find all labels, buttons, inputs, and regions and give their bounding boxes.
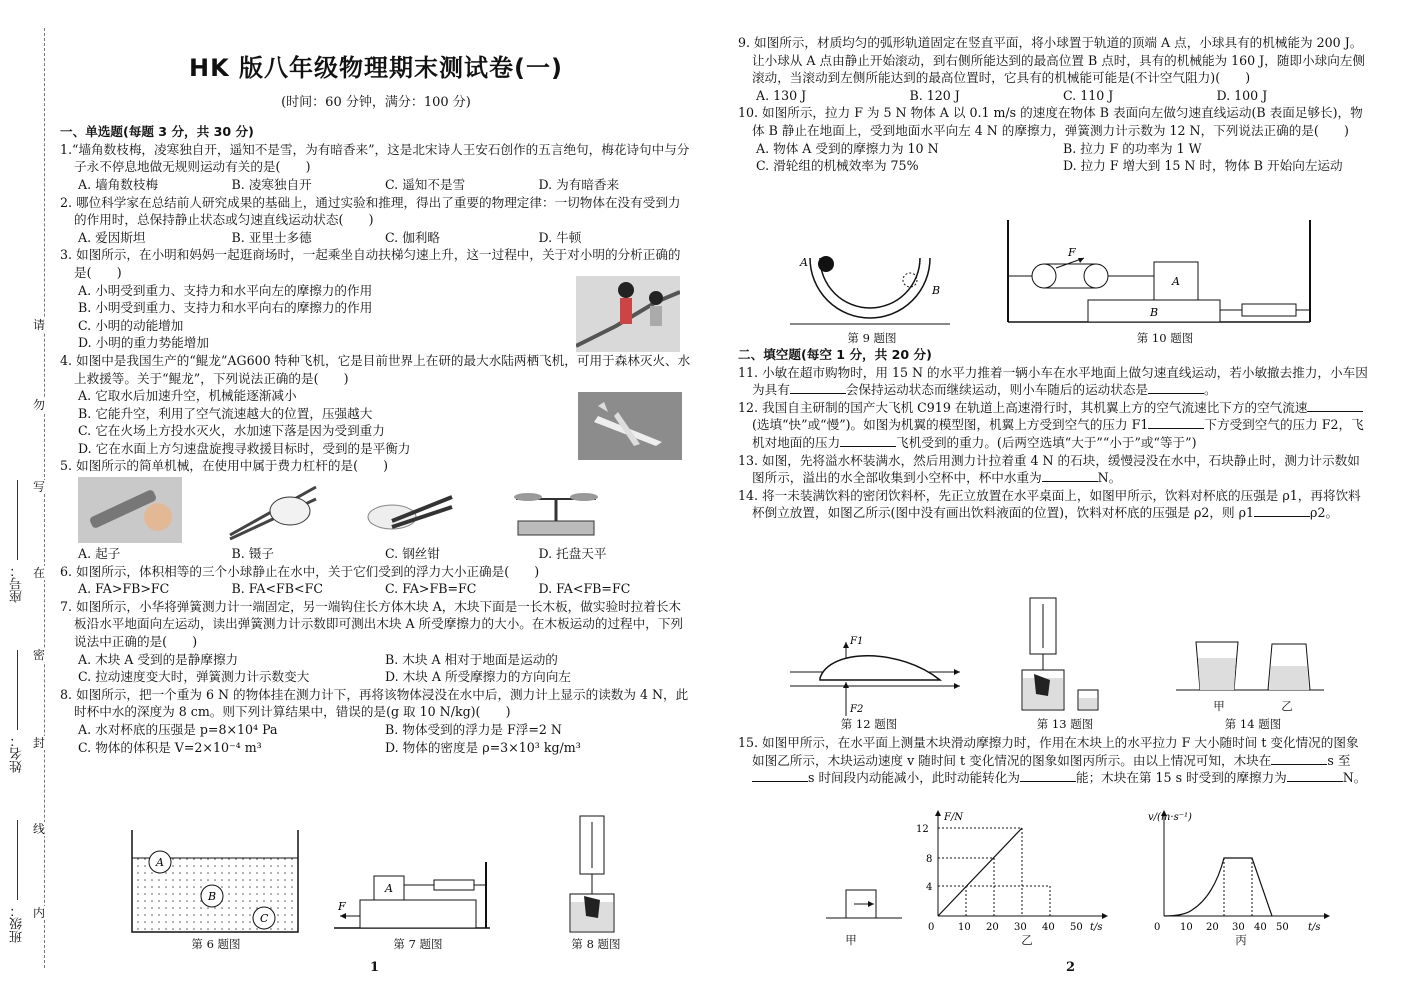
option[interactable]: C. 伽利略 bbox=[385, 229, 440, 245]
option[interactable]: A. 它取水后加速升空，机械能逐渐减小 bbox=[78, 388, 297, 404]
figure-caption: 第 14 题图 bbox=[1224, 717, 1282, 731]
option[interactable]: D. 托盘天平 bbox=[538, 546, 607, 562]
tick-label: 0 bbox=[1154, 922, 1161, 933]
question-5: 5. 如图所示的简单机械，在使用中属于费力杠杆的是( ) A. 起子 B. 镊子 C. 钢丝钳 D. 托盘天平 bbox=[60, 457, 692, 562]
point-label: B bbox=[932, 284, 941, 297]
graph-f-t bbox=[914, 806, 1110, 940]
block-label: B bbox=[1150, 306, 1159, 319]
question-7: 7. 如图所示，小华将弹簧测力计一端固定，另一端钩住长方体木块 A，木块下面是一长木板，做实验时拉着长木板沿水平地面向左运动，读出弹簧测力计示数即可测出木块 A 所受摩擦力的大小。在木板运动的过程中，下列说法中正确的是( ) A. 木块 A 受到的是静摩擦力 B. 木块 A 相对于地面是运动的 C. 拉动速度变大时，弹簧测力计示数变大 D. 木块 A 所受摩擦力的方向向左 bbox=[60, 598, 692, 686]
option[interactable]: A. 物体 A 受到的摩擦力为 10 N bbox=[756, 140, 939, 156]
force-label: F2 bbox=[850, 704, 864, 715]
ball-label: B bbox=[208, 890, 217, 903]
seal-char: 勿 bbox=[33, 398, 46, 412]
axis-label: F/N bbox=[944, 812, 964, 823]
question-2: 2. 哪位科学家在总结前人研究成果的基础上，通过实验和推理，得出了重要的物理定律：一切物体在没有受到力的作用时，总保持静止状态或匀速直线运动状态( ) A. 爱因斯坦 B. 亚里士多德 C. 伽利略 D. 牛顿 bbox=[60, 194, 692, 247]
option[interactable]: C. 拉动速度变大时，弹簧测力计示数变大 bbox=[78, 669, 310, 685]
figure-9 bbox=[790, 244, 950, 328]
option[interactable]: A. 130 J bbox=[756, 87, 807, 103]
figure-caption: 第 6 题图 bbox=[191, 937, 241, 951]
option[interactable]: C. 它在火场上方投水灭火，水加速下落是因为受到重力 bbox=[78, 423, 385, 439]
option[interactable]: A. 小明受到重力、支持力和水平向左的摩擦力的作用 bbox=[78, 282, 373, 298]
aircraft-photo bbox=[578, 392, 682, 460]
question-11: 11. 小敏在超市购物时，用 15 N 的水平力推着一辆小车在水平地面上做匀速直线运动，若小敏撤去推力，小车因为具有 会保持运动状态而继续运动，则小车随后的运动状态是 。 bbox=[738, 364, 1368, 398]
question-15-wrap bbox=[738, 734, 1370, 787]
force-label: F1 bbox=[850, 636, 864, 647]
question-4: 4. 如图中是我国生产的“鲲龙”AG600 特种飞机，它是目前世界上在研的最大水陆两栖飞机，可用于森林灭火、水上救援等。关于“鲲龙”，下列说法正确的是( ) A. 它取水后加速升空，机械能逐渐减小 B. 它能升空，利用了空气流速越大的位置，压强越大 C. 它在火场上方投水灭火，水加速下落是因为受到重力 D. 它在水面上方匀速盘旋搜寻救援目标时，受到的是平衡力 bbox=[60, 352, 692, 458]
option[interactable]: D. 牛顿 bbox=[538, 229, 582, 245]
question-12: 12. 我国自主研制的国产大飞机 C919 在轨道上高速滑行时，其机翼上方的空气流速比下方的空气流速(选填“快”或“慢”)。如图为机翼的模型图，机翼上方受到空气的压力 F1 下方受到空气的压力 F2，飞机对地面的压力 飞机受到的重力。(后两空选填“大于”“小于”或“等于”) bbox=[738, 399, 1364, 450]
option[interactable]: A. 墙角数枝梅 bbox=[78, 176, 159, 192]
option[interactable]: B. 拉力 F 的功率为 1 W bbox=[1063, 140, 1202, 156]
question-8: 8. 如图所示，把一个重为 6 N 的物体挂在测力计下，再将该物体浸没在水中后，测力计上显示的读数为 4 N，此时杯中水的深度为 8 cm。则下列计算结果中，错误的是(g 取 10 N/kg)( ) A. 水对杯底的压强是 p=8×10⁴ Pa B. 物体受到的浮力是 F浮=2 N C. 物体的体积是 V=2×10⁻⁴ m³ D. 物体的密度是 ρ=3×10³ kg/m³ bbox=[60, 686, 692, 756]
seat-field[interactable]: 座号： bbox=[8, 480, 27, 603]
axis-label: t/s bbox=[1090, 922, 1103, 933]
ball-label: C bbox=[260, 912, 269, 925]
option[interactable]: A. 起子 bbox=[78, 546, 121, 562]
option[interactable]: D. 拉力 F 增大到 15 N 时，物体 B 开始向左运动 bbox=[1063, 158, 1343, 174]
class-field[interactable]: 班级： bbox=[8, 820, 27, 943]
tick-label: 8 bbox=[926, 854, 933, 865]
pliers-image bbox=[362, 477, 466, 543]
tick-label: 30 bbox=[1014, 922, 1027, 933]
figure-10 bbox=[1004, 216, 1318, 328]
escalator-photo bbox=[576, 276, 680, 352]
tick-label: 50 bbox=[1276, 922, 1289, 933]
figure-caption: 第 12 题图 bbox=[840, 717, 898, 731]
seal-char: 封 bbox=[33, 736, 46, 750]
tick-label: 12 bbox=[916, 824, 929, 835]
question-6: 6. 如图所示，体积相等的三个小球静止在水中，关于它们受到的浮力大小正确是( ) A. FA>FB>FC B. FA<FB<FC C. FA>FB=FC D. FA<FB=FC bbox=[60, 563, 692, 598]
option[interactable]: D. 物体的密度是 ρ=3×10³ kg/m³ bbox=[385, 739, 581, 755]
tick-label: 30 bbox=[1232, 922, 1245, 933]
option[interactable]: B. 它能升空，利用了空气流速越大的位置，压强越大 bbox=[78, 405, 373, 421]
option[interactable]: C. 小明的动能增加 bbox=[78, 317, 184, 333]
exam-title: HK 版八年级物理期末测试卷(一) bbox=[189, 54, 563, 82]
figure-label: 丙 bbox=[1235, 933, 1247, 947]
option[interactable]: A. 水对杯底的压强是 p=8×10⁴ Pa bbox=[78, 722, 278, 737]
option[interactable]: B. 木块 A 相对于地面是运动的 bbox=[385, 651, 558, 667]
seal-char: 在 bbox=[33, 566, 46, 580]
tick-label: 40 bbox=[1042, 922, 1055, 933]
seal-char: 写 bbox=[33, 480, 46, 494]
option[interactable]: B. 镊子 bbox=[231, 546, 274, 562]
question-1: 1.“墙角数枝梅，凌寒独自开，遥知不是雪，为有暗香来”，这是北宋诗人王安石创作的五言绝句，梅花诗句中与分子永不停息地做无规则运动有关的是( ) A. 墙角数枝梅 B. 凌寒独自开 C. 遥知不是雪 D. 为有暗香来 bbox=[60, 141, 692, 194]
question-3: 3. 如图所示，在小明和妈妈一起逛商场时，一起乘坐自动扶梯匀速上升，这一过程中，关于对小明的分析正确的是( ) A. 小明受到重力、支持力和水平向左的摩擦力的作用 B. 小明受到重力、支持力和水平向右的摩擦力的作用 C. 小明的动能增加 D. 小明的重力势能增加 bbox=[60, 246, 692, 352]
option[interactable]: B. FA<FB<FC bbox=[231, 581, 323, 597]
binding-margin bbox=[0, 0, 52, 999]
figure-8 bbox=[564, 814, 624, 934]
figure-label: 乙 bbox=[1021, 933, 1033, 947]
option[interactable]: C. 钢丝钳 bbox=[385, 546, 440, 562]
answer-blank[interactable] bbox=[1307, 399, 1363, 412]
tick-label: 20 bbox=[1206, 922, 1219, 933]
block-label: A bbox=[385, 882, 393, 895]
section-title: 二、填空题(每空 1 分，共 20 分) bbox=[738, 347, 932, 362]
ball bbox=[818, 256, 834, 272]
ball-label: A bbox=[156, 856, 164, 869]
name-field[interactable]: 姓名： bbox=[8, 650, 27, 773]
option[interactable]: A. 爱因斯坦 bbox=[78, 229, 146, 245]
figure-13 bbox=[1016, 594, 1106, 714]
option[interactable]: B. 亚里士多德 bbox=[231, 229, 312, 245]
question-15: 15. 如图甲所示，在水平面上测量木块滑动摩擦力时，作用在木块上的水平拉力 F 大小随时间 t 变化情况的图象如图乙所示，木块运动速度 v 随时间 t 变化情况的图象如图丙所示。由以上情况可知，木块在 s 至s 时间段内动能减小，此时动能转化为 能；木块在第 15 s 时受到的摩擦力为 N。 bbox=[738, 735, 1367, 786]
figure-6 bbox=[128, 828, 304, 936]
figure-label: 乙 bbox=[1281, 699, 1293, 713]
option[interactable]: D. 它在水面上方匀速盘旋搜寻救援目标时，受到的是平衡力 bbox=[78, 440, 411, 456]
answer-blank[interactable] bbox=[1254, 504, 1310, 517]
option[interactable]: D. FA<FB=FC bbox=[538, 581, 631, 597]
answer-blank[interactable] bbox=[1042, 469, 1098, 482]
option[interactable]: C. 110 J bbox=[1063, 87, 1114, 103]
tick-label: 50 bbox=[1070, 922, 1083, 933]
axis-label: t/s bbox=[1308, 922, 1321, 933]
seal-char: 内 bbox=[33, 906, 46, 920]
force-label: F bbox=[338, 900, 346, 913]
question-13: 13. 如图，先将溢水杯装满水，然后用测力计拉着重 4 N 的石块，缓慢浸没在水中，石块静止时，测力计示数如图所示，溢出的水全部收集到小空杯中，杯中水重为 N。 bbox=[738, 452, 1360, 486]
question-14: 14. 将一未装满饮料的密闭饮料杯，先正立放置在水平桌面上，如图甲所示，饮料对杯底的压强是 ρ1，再将饮料杯倒立放置，如图乙所示(图中没有画出饮料液面的位置)，饮料对杯底的压强是 ρ2，则 ρ1 ρ2。 bbox=[738, 487, 1361, 521]
option[interactable]: A. FA>FB>FC bbox=[78, 581, 170, 597]
figure-caption: 第 10 题图 bbox=[1136, 331, 1194, 345]
figure-caption: 第 13 题图 bbox=[1036, 717, 1094, 731]
force-label: F bbox=[1068, 246, 1076, 259]
page-left bbox=[60, 0, 692, 756]
answer-blank[interactable] bbox=[790, 381, 846, 394]
tick-label: 0 bbox=[928, 922, 935, 933]
figure-caption: 第 9 题图 bbox=[847, 331, 897, 345]
answer-blank[interactable] bbox=[752, 769, 808, 782]
answer-blank[interactable] bbox=[1287, 769, 1343, 782]
balance-image bbox=[504, 477, 608, 543]
option[interactable]: C. FA>FB=FC bbox=[385, 581, 477, 597]
option[interactable]: D. 为有暗香来 bbox=[538, 176, 620, 192]
tick-label: 10 bbox=[958, 922, 971, 933]
figure-7 bbox=[334, 856, 494, 932]
figure-14 bbox=[1176, 636, 1324, 700]
section-2 bbox=[738, 346, 1370, 522]
option[interactable]: C. 遥知不是雪 bbox=[385, 176, 466, 192]
seal-char: 请 bbox=[33, 318, 46, 332]
option[interactable]: D. 木块 A 所受摩擦力的方向向左 bbox=[385, 669, 571, 685]
q5-images bbox=[60, 477, 692, 545]
option[interactable]: B. 120 J bbox=[909, 87, 960, 103]
option[interactable]: C. 滑轮组的机械效率为 75% bbox=[756, 158, 919, 174]
question-10: 10. 如图所示，拉力 F 为 5 N 物体 A 以 0.1 m/s 的速度在物体 B 表面向左做匀速直线运动(B 表面足够长)，物体 B 静止在地面上，受到地面水平向左 4 N 的摩擦力，弹簧测力计示数为 12 N，下列说法正确的是( ) A. 物体 A 受到的摩擦力为 10 N B. 拉力 F 的功率为 1 W C. 滑轮组的机械效率为 75% D. 拉力 F 增大到 15 N 时，物体 B 开始向左运动 bbox=[738, 104, 1370, 174]
opener-image bbox=[78, 477, 182, 543]
figure-label: 甲 bbox=[1213, 699, 1225, 713]
figure-caption: 第 7 题图 bbox=[393, 937, 443, 951]
figure-15-jia bbox=[824, 880, 904, 930]
tick-label: 10 bbox=[1180, 922, 1193, 933]
axis-label: v/(m·s⁻¹) bbox=[1148, 812, 1192, 823]
option[interactable]: D. 100 J bbox=[1216, 87, 1268, 103]
seal-char: 密 bbox=[33, 648, 46, 662]
graph-v-t bbox=[1144, 806, 1334, 940]
section-title: 一、单选题(每题 3 分，共 30 分) bbox=[60, 124, 254, 140]
option[interactable]: C. 物体的体积是 V=2×10⁻⁴ m³ bbox=[78, 739, 262, 755]
tick-label: 40 bbox=[1254, 922, 1267, 933]
page-right bbox=[738, 34, 1370, 175]
answer-blank[interactable] bbox=[1020, 769, 1076, 782]
point-label: A bbox=[800, 256, 808, 269]
figure-12 bbox=[790, 628, 966, 718]
exam-subtitle: (时间：60 分钟，满分：100 分) bbox=[281, 94, 471, 110]
answer-blank[interactable] bbox=[840, 434, 896, 447]
page-number: 1 bbox=[370, 960, 380, 975]
option[interactable]: B. 凌寒独自开 bbox=[231, 176, 312, 192]
page-number: 2 bbox=[1066, 960, 1076, 975]
option[interactable]: B. 小明受到重力、支持力和水平向右的摩擦力的作用 bbox=[78, 300, 373, 316]
option[interactable]: A. 木块 A 受到的是静摩擦力 bbox=[78, 651, 239, 667]
figure-label: 甲 bbox=[845, 933, 857, 947]
answer-blank[interactable] bbox=[1148, 416, 1204, 429]
answer-blank[interactable] bbox=[1148, 381, 1204, 394]
block-label: A bbox=[1172, 275, 1180, 288]
seal-char: 线 bbox=[33, 822, 46, 836]
question-9: 9. 如图所示，材质均匀的弧形轨道固定在竖直平面，将小球置于轨道的顶端 A 点，小球具有的机械能为 200 J。让小球从 A 点由静止开始滚动，到右侧所能达到的最高位置 B 点时，具有的机械能为 160 J，随即小球向左侧滚动，当滚动到左侧所能达到的最高位置时，它具有的机械能可能是(不计空气阻力)( ) A. 130 J B. 120 J C. 110 J D. 100 J bbox=[738, 34, 1370, 104]
answer-blank[interactable] bbox=[1271, 752, 1327, 765]
option[interactable]: B. 物体受到的浮力是 F浮=2 N bbox=[385, 722, 562, 737]
option[interactable]: D. 小明的重力势能增加 bbox=[78, 335, 209, 351]
tick-label: 20 bbox=[986, 922, 999, 933]
figure-caption: 第 8 题图 bbox=[571, 937, 621, 951]
tweezers-image bbox=[220, 477, 324, 543]
tick-label: 4 bbox=[926, 882, 933, 893]
